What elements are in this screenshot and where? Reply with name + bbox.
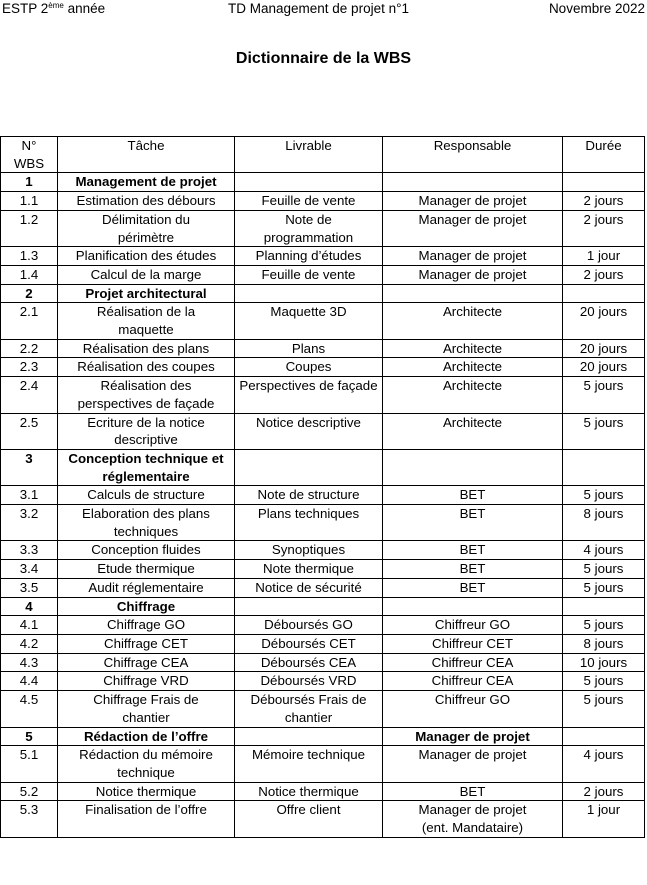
header-school: ESTP 2ème année (2, 1, 106, 16)
wbs-number-cell: 3.4 (1, 560, 58, 579)
duration-cell (563, 173, 645, 192)
wbs-number-cell: 3.1 (1, 486, 58, 505)
wbs-number-cell: 4.5 (1, 691, 58, 727)
wbs-number-cell: 5.1 (1, 746, 58, 782)
deliverable-cell: Déboursés VRD (235, 672, 383, 691)
task-cell: Management de projet (58, 173, 235, 192)
deliverable-cell: Offre client (235, 801, 383, 837)
column-header-responsable: Responsable (383, 137, 563, 173)
task-cell: Chiffrage GO (58, 616, 235, 635)
wbs-number-cell: 4.1 (1, 616, 58, 635)
wbs-number-cell: 5 (1, 727, 58, 746)
duration-cell (563, 597, 645, 616)
table-group-row (1, 449, 645, 485)
task-cell: Chiffrage (58, 597, 235, 616)
wbs-number-cell: 2.5 (1, 413, 58, 449)
wbs-number-cell: 4.2 (1, 634, 58, 653)
duration-cell (563, 284, 645, 303)
header-course: TD Management de projet n°1 (228, 1, 409, 16)
responsible-cell: Manager de projet (383, 746, 563, 782)
table-row (1, 486, 645, 505)
deliverable-cell (235, 173, 383, 192)
wbs-number-cell: 1 (1, 173, 58, 192)
task-cell: Estimation des débours (58, 192, 235, 211)
responsible-cell: Chiffreur GO (383, 616, 563, 635)
deliverable-cell: Perspectives de façade (235, 377, 383, 413)
task-cell: Réalisation de la maquette (58, 303, 235, 339)
table-row (1, 505, 645, 541)
table-row (1, 653, 645, 672)
table-row (1, 541, 645, 560)
task-cell: Réalisation des plans (58, 339, 235, 358)
task-cell: Etude thermique (58, 560, 235, 579)
wbs-number-cell: 1.1 (1, 192, 58, 211)
deliverable-cell: Note de structure (235, 486, 383, 505)
duration-cell: 5 jours (563, 578, 645, 597)
responsible-cell: Chiffreur GO (383, 691, 563, 727)
deliverable-cell: Notice descriptive (235, 413, 383, 449)
task-cell: Réalisation des coupes (58, 358, 235, 377)
wbs-table (0, 136, 645, 838)
deliverable-cell: Plans (235, 339, 383, 358)
duration-cell: 1 jour (563, 247, 645, 266)
task-cell: Chiffrage VRD (58, 672, 235, 691)
responsible-cell: Chiffreur CEA (383, 672, 563, 691)
wbs-number-cell: 2.4 (1, 377, 58, 413)
header-date: Novembre 2022 (548, 1, 645, 16)
duration-cell: 2 jours (563, 782, 645, 801)
deliverable-cell (235, 284, 383, 303)
task-cell: Chiffrage CEA (58, 653, 235, 672)
task-cell: Chiffrage CET (58, 634, 235, 653)
responsible-cell: Manager de projet (383, 265, 563, 284)
duration-cell: 10 jours (563, 653, 645, 672)
responsible-cell (383, 173, 563, 192)
task-cell: Conception fluides (58, 541, 235, 560)
wbs-number-cell: 4.4 (1, 672, 58, 691)
task-cell: Rédaction du mémoire technique (58, 746, 235, 782)
table-row (1, 801, 645, 837)
deliverable-cell (235, 727, 383, 746)
deliverable-cell: Notice de sécurité (235, 578, 383, 597)
table-row (1, 413, 645, 449)
wbs-number-cell: 2.1 (1, 303, 58, 339)
responsible-cell: BET (383, 782, 563, 801)
wbs-number-cell: 5.3 (1, 801, 58, 837)
responsible-cell: BET (383, 560, 563, 579)
column-header-duree: Durée (563, 137, 645, 173)
duration-cell: 2 jours (563, 192, 645, 211)
table-row (1, 377, 645, 413)
duration-cell: 5 jours (563, 486, 645, 505)
table-row (1, 358, 645, 377)
table-group-row (1, 284, 645, 303)
deliverable-cell: Feuille de vente (235, 265, 383, 284)
responsible-cell: Architecte (383, 413, 563, 449)
responsible-cell: Architecte (383, 303, 563, 339)
table-row (1, 691, 645, 727)
duration-cell: 8 jours (563, 634, 645, 653)
task-cell: Chiffrage Frais de chantier (58, 691, 235, 727)
deliverable-cell: Notice thermique (235, 782, 383, 801)
table-row (1, 746, 645, 782)
responsible-cell (383, 449, 563, 485)
duration-cell: 2 jours (563, 265, 645, 284)
duration-cell: 5 jours (563, 672, 645, 691)
duration-cell: 5 jours (563, 413, 645, 449)
column-header-tache: Tâche (58, 137, 235, 173)
responsible-cell: BET (383, 541, 563, 560)
duration-cell: 1 jour (563, 801, 645, 837)
duration-cell: 5 jours (563, 616, 645, 635)
wbs-number-cell: 1.4 (1, 265, 58, 284)
wbs-number-cell: 2.3 (1, 358, 58, 377)
table-row (1, 782, 645, 801)
deliverable-cell: Déboursés GO (235, 616, 383, 635)
wbs-number-cell: 3.3 (1, 541, 58, 560)
deliverable-cell: Déboursés CEA (235, 653, 383, 672)
wbs-number-cell: 5.2 (1, 782, 58, 801)
duration-cell (563, 727, 645, 746)
deliverable-cell: Plans techniques (235, 505, 383, 541)
wbs-number-cell: 3.5 (1, 578, 58, 597)
duration-cell: 20 jours (563, 339, 645, 358)
duration-cell: 20 jours (563, 303, 645, 339)
responsible-cell: BET (383, 505, 563, 541)
deliverable-cell: Maquette 3D (235, 303, 383, 339)
table-row (1, 247, 645, 266)
task-cell: Elaboration des plans techniques (58, 505, 235, 541)
wbs-number-cell: 2 (1, 284, 58, 303)
wbs-number-cell: 3 (1, 449, 58, 485)
task-cell: Planification des études (58, 247, 235, 266)
task-cell: Audit réglementaire (58, 578, 235, 597)
table-row (1, 634, 645, 653)
duration-cell (563, 449, 645, 485)
column-header-livrable: Livrable (235, 137, 383, 173)
responsible-cell: Manager de projet (383, 247, 563, 266)
task-cell: Calcul de la marge (58, 265, 235, 284)
table-row (1, 339, 645, 358)
responsible-cell: BET (383, 486, 563, 505)
task-cell: Notice thermique (58, 782, 235, 801)
responsible-cell: Manager de projet (383, 210, 563, 246)
table-group-row (1, 173, 645, 192)
responsible-cell: Manager de projet (383, 192, 563, 211)
task-cell: Finalisation de l’offre (58, 801, 235, 837)
responsible-cell (383, 284, 563, 303)
responsible-cell: Chiffreur CET (383, 634, 563, 653)
table-row (1, 616, 645, 635)
responsible-cell: Manager de projet (ent. Mandataire) (383, 801, 563, 837)
task-cell: Délimitation du périmètre (58, 210, 235, 246)
task-cell: Réalisation des perspectives de façade (58, 377, 235, 413)
table-group-row (1, 727, 645, 746)
task-cell: Projet architectural (58, 284, 235, 303)
wbs-number-cell: 2.2 (1, 339, 58, 358)
responsible-cell: Architecte (383, 358, 563, 377)
wbs-number-cell: 4.3 (1, 653, 58, 672)
table-row (1, 303, 645, 339)
document-title: Dictionnaire de la WBS (235, 50, 412, 67)
wbs-table-body (1, 173, 645, 837)
duration-cell: 8 jours (563, 505, 645, 541)
deliverable-cell: Déboursés Frais de chantier (235, 691, 383, 727)
task-cell: Ecriture de la notice descriptive (58, 413, 235, 449)
responsible-cell: Architecte (383, 377, 563, 413)
table-row (1, 210, 645, 246)
wbs-number-cell: 3.2 (1, 505, 58, 541)
deliverable-cell: Synoptiques (235, 541, 383, 560)
task-cell: Calculs de structure (58, 486, 235, 505)
column-header-wbs: N° WBS (1, 137, 58, 173)
table-row (1, 265, 645, 284)
duration-cell: 5 jours (563, 691, 645, 727)
responsible-cell: Chiffreur CEA (383, 653, 563, 672)
wbs-number-cell: 4 (1, 597, 58, 616)
duration-cell: 2 jours (563, 210, 645, 246)
responsible-cell: Architecte (383, 339, 563, 358)
duration-cell: 20 jours (563, 358, 645, 377)
responsible-cell (383, 597, 563, 616)
deliverable-cell (235, 449, 383, 485)
task-cell: Rédaction de l’offre (58, 727, 235, 746)
duration-cell: 4 jours (563, 541, 645, 560)
table-row (1, 192, 645, 211)
duration-cell: 4 jours (563, 746, 645, 782)
responsible-cell: BET (383, 578, 563, 597)
duration-cell: 5 jours (563, 560, 645, 579)
deliverable-cell: Planning d’études (235, 247, 383, 266)
table-row (1, 672, 645, 691)
deliverable-cell: Coupes (235, 358, 383, 377)
responsible-cell: Manager de projet (383, 727, 563, 746)
wbs-number-cell: 1.3 (1, 247, 58, 266)
deliverable-cell: Note thermique (235, 560, 383, 579)
deliverable-cell: Note de programmation (235, 210, 383, 246)
table-row (1, 578, 645, 597)
deliverable-cell (235, 597, 383, 616)
task-cell: Conception technique et réglementaire (58, 449, 235, 485)
deliverable-cell: Mémoire technique (235, 746, 383, 782)
table-group-row (1, 597, 645, 616)
table-row (1, 560, 645, 579)
deliverable-cell: Feuille de vente (235, 192, 383, 211)
deliverable-cell: Déboursés CET (235, 634, 383, 653)
wbs-number-cell: 1.2 (1, 210, 58, 246)
duration-cell: 5 jours (563, 377, 645, 413)
page-header (0, 0, 647, 20)
table-header-row (1, 137, 645, 173)
